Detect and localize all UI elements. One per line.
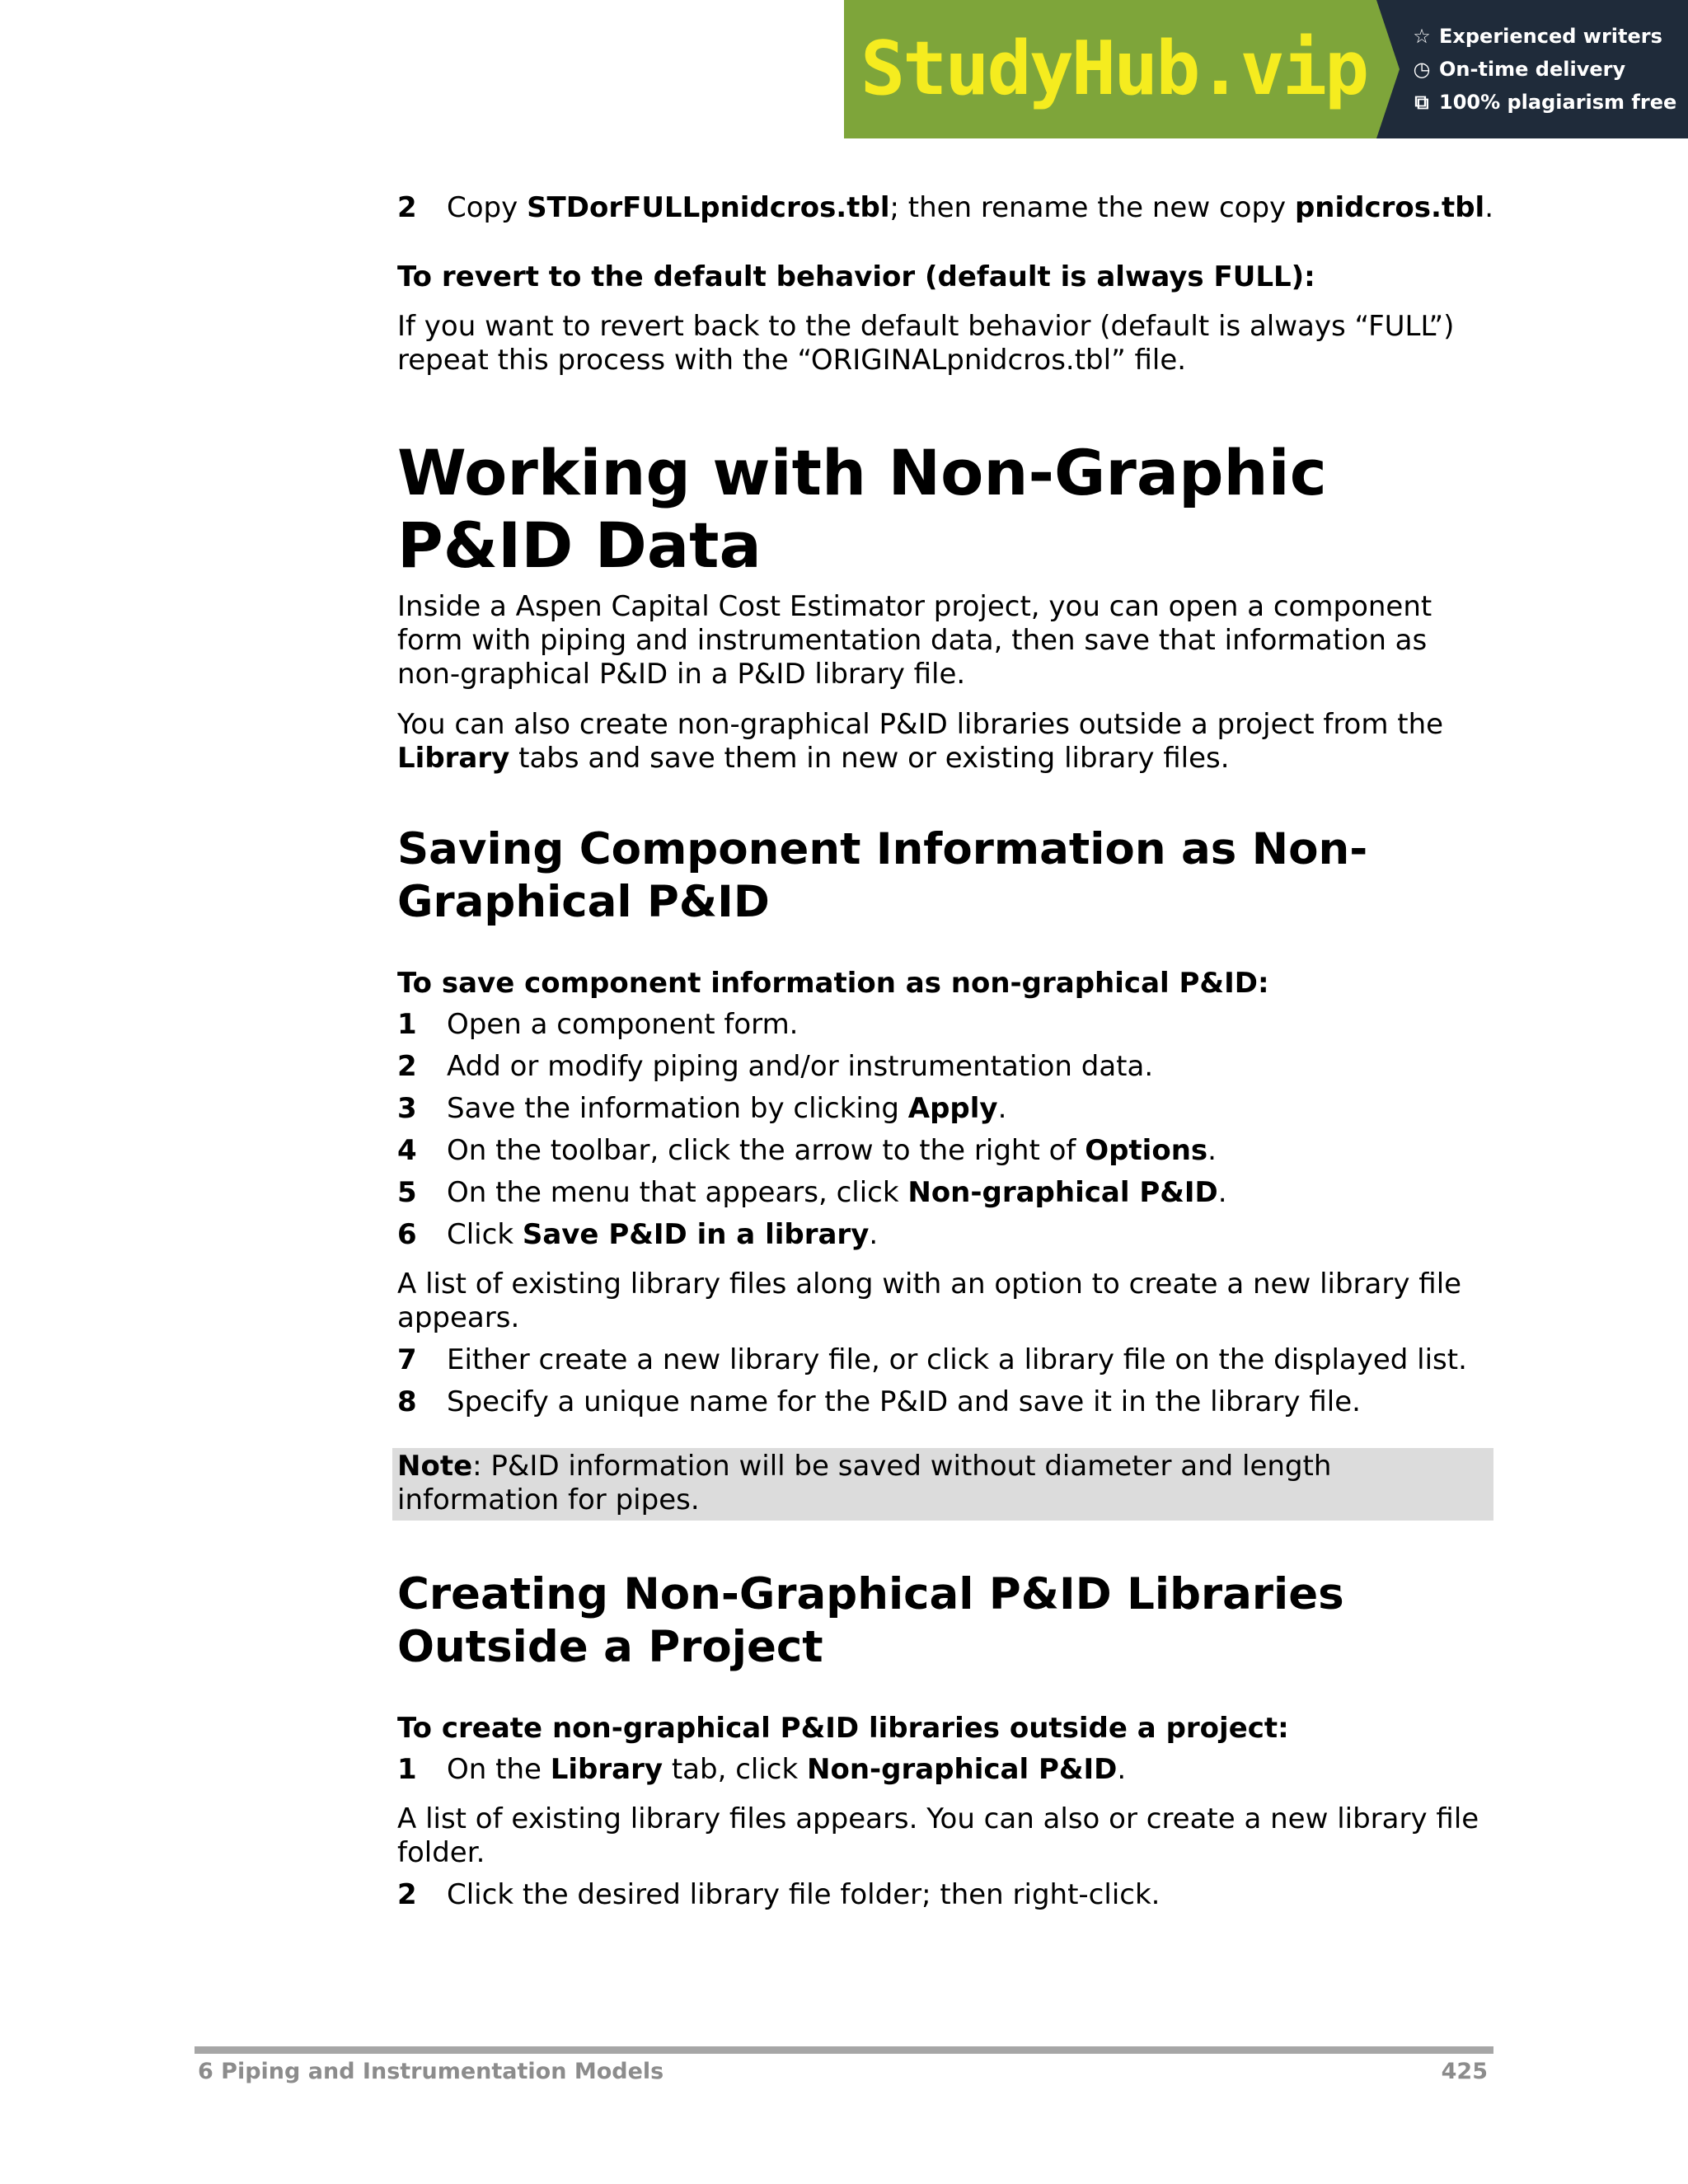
- footer-chapter: 6 Piping and Instrumentation Models: [198, 2059, 664, 2084]
- footer-page-number: 425: [1441, 2059, 1488, 2084]
- star-icon: ☆: [1413, 25, 1431, 48]
- step-number: 2: [397, 191, 417, 224]
- save-step-3: 3 Save the information by clicking Apply.: [397, 1092, 1007, 1125]
- banner-perks: [1400, 0, 1688, 138]
- perk-plagiarism-free: [1411, 91, 1688, 114]
- perk-label: Experienced writers: [1439, 25, 1662, 48]
- section1-paragraph-1: Inside a Aspen Capital Cost Estimator project, you can open a component form with piping and instrumentation data, then save that information as non-graphical P&ID in a P&ID library file.: [397, 590, 1432, 691]
- create-step-2: 2 Click the desired library file folder; then right-click.: [397, 1878, 1160, 1911]
- create-result-text: A list of existing library files appears. You can also or create a new library file folder.: [397, 1802, 1479, 1869]
- promo-banner[interactable]: [844, 0, 1688, 138]
- save-step-4: 4 On the toolbar, click the arrow to the right of Options.: [397, 1134, 1217, 1167]
- create-step-1: 1 On the Library tab, click Non-graphical P&ID.: [397, 1753, 1127, 1786]
- section1-paragraph-2: You can also create non-graphical P&ID libraries outside a project from the Library tabs and save them in new or existing library files.: [397, 708, 1444, 775]
- perk-label: On-time delivery: [1439, 58, 1626, 81]
- studyhub-logo: [844, 0, 1376, 138]
- save-procedure-heading: To save component information as non-graphical P&ID:: [397, 967, 1269, 1000]
- save-step-7: 7 Either create a new library file, or click a library file on the displayed list.: [397, 1343, 1467, 1376]
- footer-rule: [195, 2046, 1493, 2054]
- save-step-5: 5 On the menu that appears, click Non-graphical P&ID.: [397, 1176, 1227, 1209]
- note-label: Note: [397, 1450, 473, 1483]
- save-step-6: 6 Click Save P&ID in a library.: [397, 1218, 879, 1251]
- note-text: : P&ID information will be saved without diameter and length information for pipes.: [397, 1450, 1332, 1516]
- save-step-8: 8 Specify a unique name for the P&ID and save it in the library file.: [397, 1385, 1361, 1418]
- save-result-text: A list of existing library files along with an option to create a new library file appears.: [397, 1268, 1462, 1334]
- banner-arrow-shape: [1376, 0, 1400, 138]
- clock-icon: ◷: [1413, 58, 1431, 81]
- logo-text: StudyHub.vip: [860, 26, 1367, 112]
- revert-heading: To revert to the default behavior (default is always FULL):: [397, 260, 1315, 293]
- save-step-2: 2 Add or modify piping and/or instrumentation data.: [397, 1050, 1154, 1083]
- section-title-creating: Creating Non-Graphical P&ID Libraries Outside a Project: [397, 1569, 1344, 1672]
- section-title-saving: Saving Component Information as Non- Graphical P&ID: [397, 824, 1368, 927]
- revert-text: If you want to revert back to the default behavior (default is always “FULL”) repeat this process with the “ORIGINALpnidcros.tbl” file.: [397, 310, 1455, 377]
- intro-step-2: [397, 191, 1493, 224]
- note-box: [392, 1448, 1493, 1521]
- copy-icon: ⧉: [1414, 91, 1429, 114]
- create-procedure-heading: To create non-graphical P&ID libraries outside a project:: [397, 1712, 1289, 1745]
- save-step-1: 1 Open a component form.: [397, 1008, 799, 1041]
- step-text: Copy STDorFULLpnidcros.tbl; then rename the new copy pnidcros.tbl.: [447, 191, 1493, 224]
- perk-label: 100% plagiarism free: [1439, 91, 1677, 114]
- section-title-working: Working with Non-Graphic P&ID Data: [397, 436, 1327, 582]
- perk-on-time-delivery: [1411, 58, 1688, 81]
- document-body: [397, 191, 1493, 1920]
- perk-experienced-writers: [1411, 25, 1688, 48]
